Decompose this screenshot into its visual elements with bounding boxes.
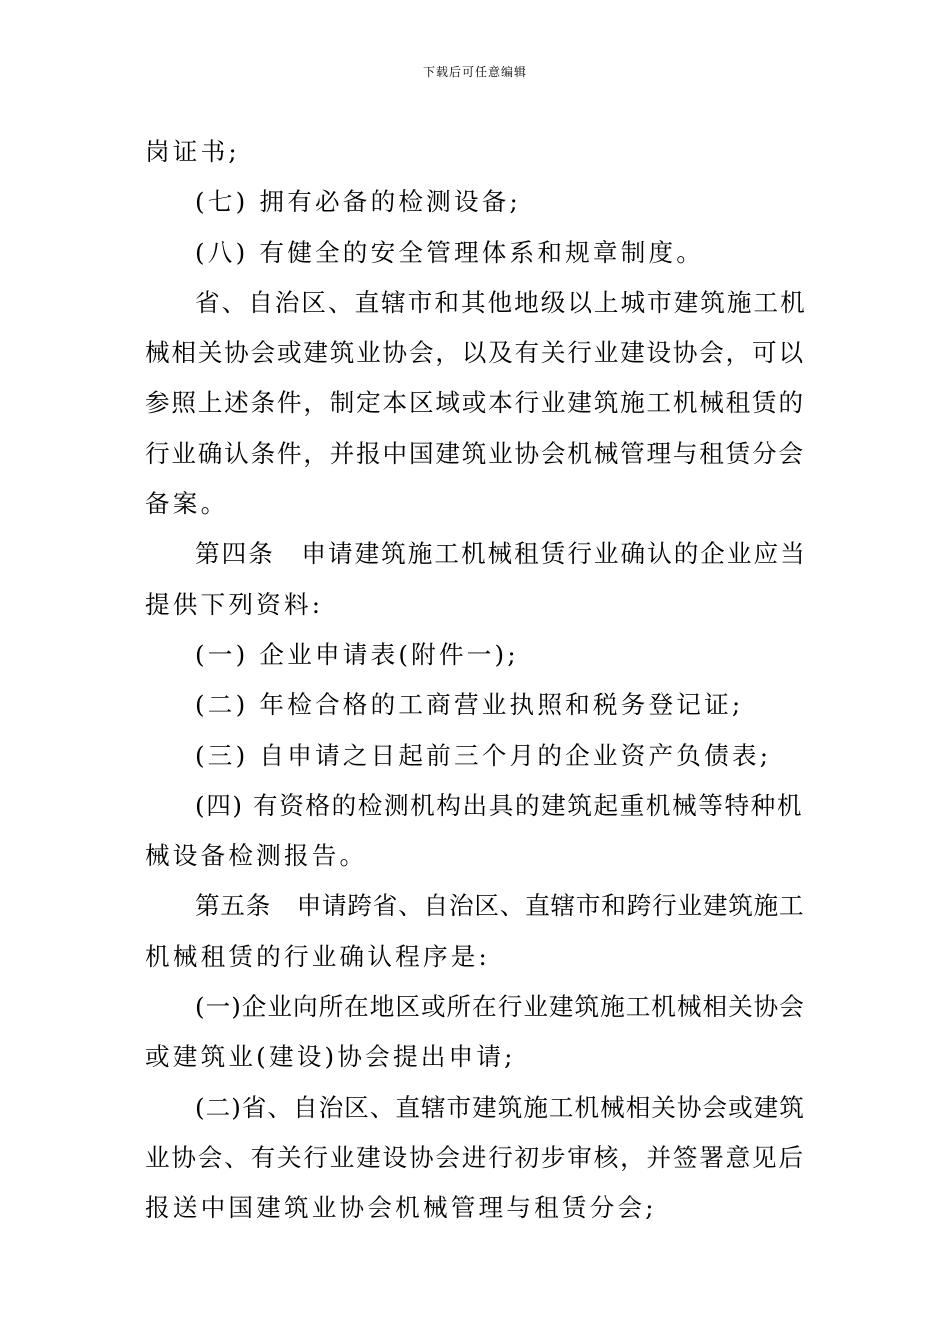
document-line: 械设备检测报告。	[145, 841, 368, 871]
document-line: 械相关协会或建筑业协会，以及有关行业建设协会，可以	[145, 338, 805, 368]
document-line: (七) 拥有必备的检测设备;	[195, 187, 522, 217]
document-line: (一)企业向所在地区或所在行业建筑施工机械相关协会	[195, 992, 805, 1022]
document-line: 报送中国建筑业协会机械管理与租赁分会;	[145, 1193, 657, 1223]
document-line: (三) 自申请之日起前三个月的企业资产负债表;	[195, 740, 772, 770]
document-line: 提供下列资料:	[145, 589, 324, 619]
document-line: 备案。	[145, 489, 229, 519]
document-line: 岗证书;	[145, 137, 240, 166]
document-line: 参照上述条件，制定本区域或本行业建筑施工机械租赁的	[145, 388, 805, 418]
document-line: (二) 年检合格的工商营业执照和税务登记证;	[195, 690, 744, 720]
document-line: (八) 有健全的安全管理体系和规章制度。	[195, 237, 705, 267]
document-line: 行业确认条件，并报中国建筑业协会机械管理与租赁分会	[145, 438, 805, 468]
document-line: 机械租赁的行业确认程序是:	[145, 941, 491, 971]
document-line: 或建筑业(建设)协会提出申请;	[145, 1042, 516, 1072]
document-line: (二)省、自治区、直辖市建筑施工机械相关协会或建筑	[195, 1092, 805, 1122]
document-line: 省、自治区、直辖市和其他地级以上城市建筑施工机	[195, 287, 807, 317]
document-line: 第四条 申请建筑施工机械租赁行业确认的企业应当	[195, 539, 807, 569]
document-line: 第五条 申请跨省、自治区、直辖市和跨行业建筑施工	[195, 891, 805, 921]
document-line: (四) 有资格的检测机构出具的建筑起重机械等特种机	[195, 790, 804, 820]
document-line: 业协会、有关行业建设协会进行初步审核，并签署意见后	[145, 1142, 805, 1172]
page-header: 下载后可任意编辑	[422, 65, 527, 79]
document-body	[145, 127, 807, 1234]
document-line: (一) 企业申请表(附件一);	[195, 639, 519, 669]
